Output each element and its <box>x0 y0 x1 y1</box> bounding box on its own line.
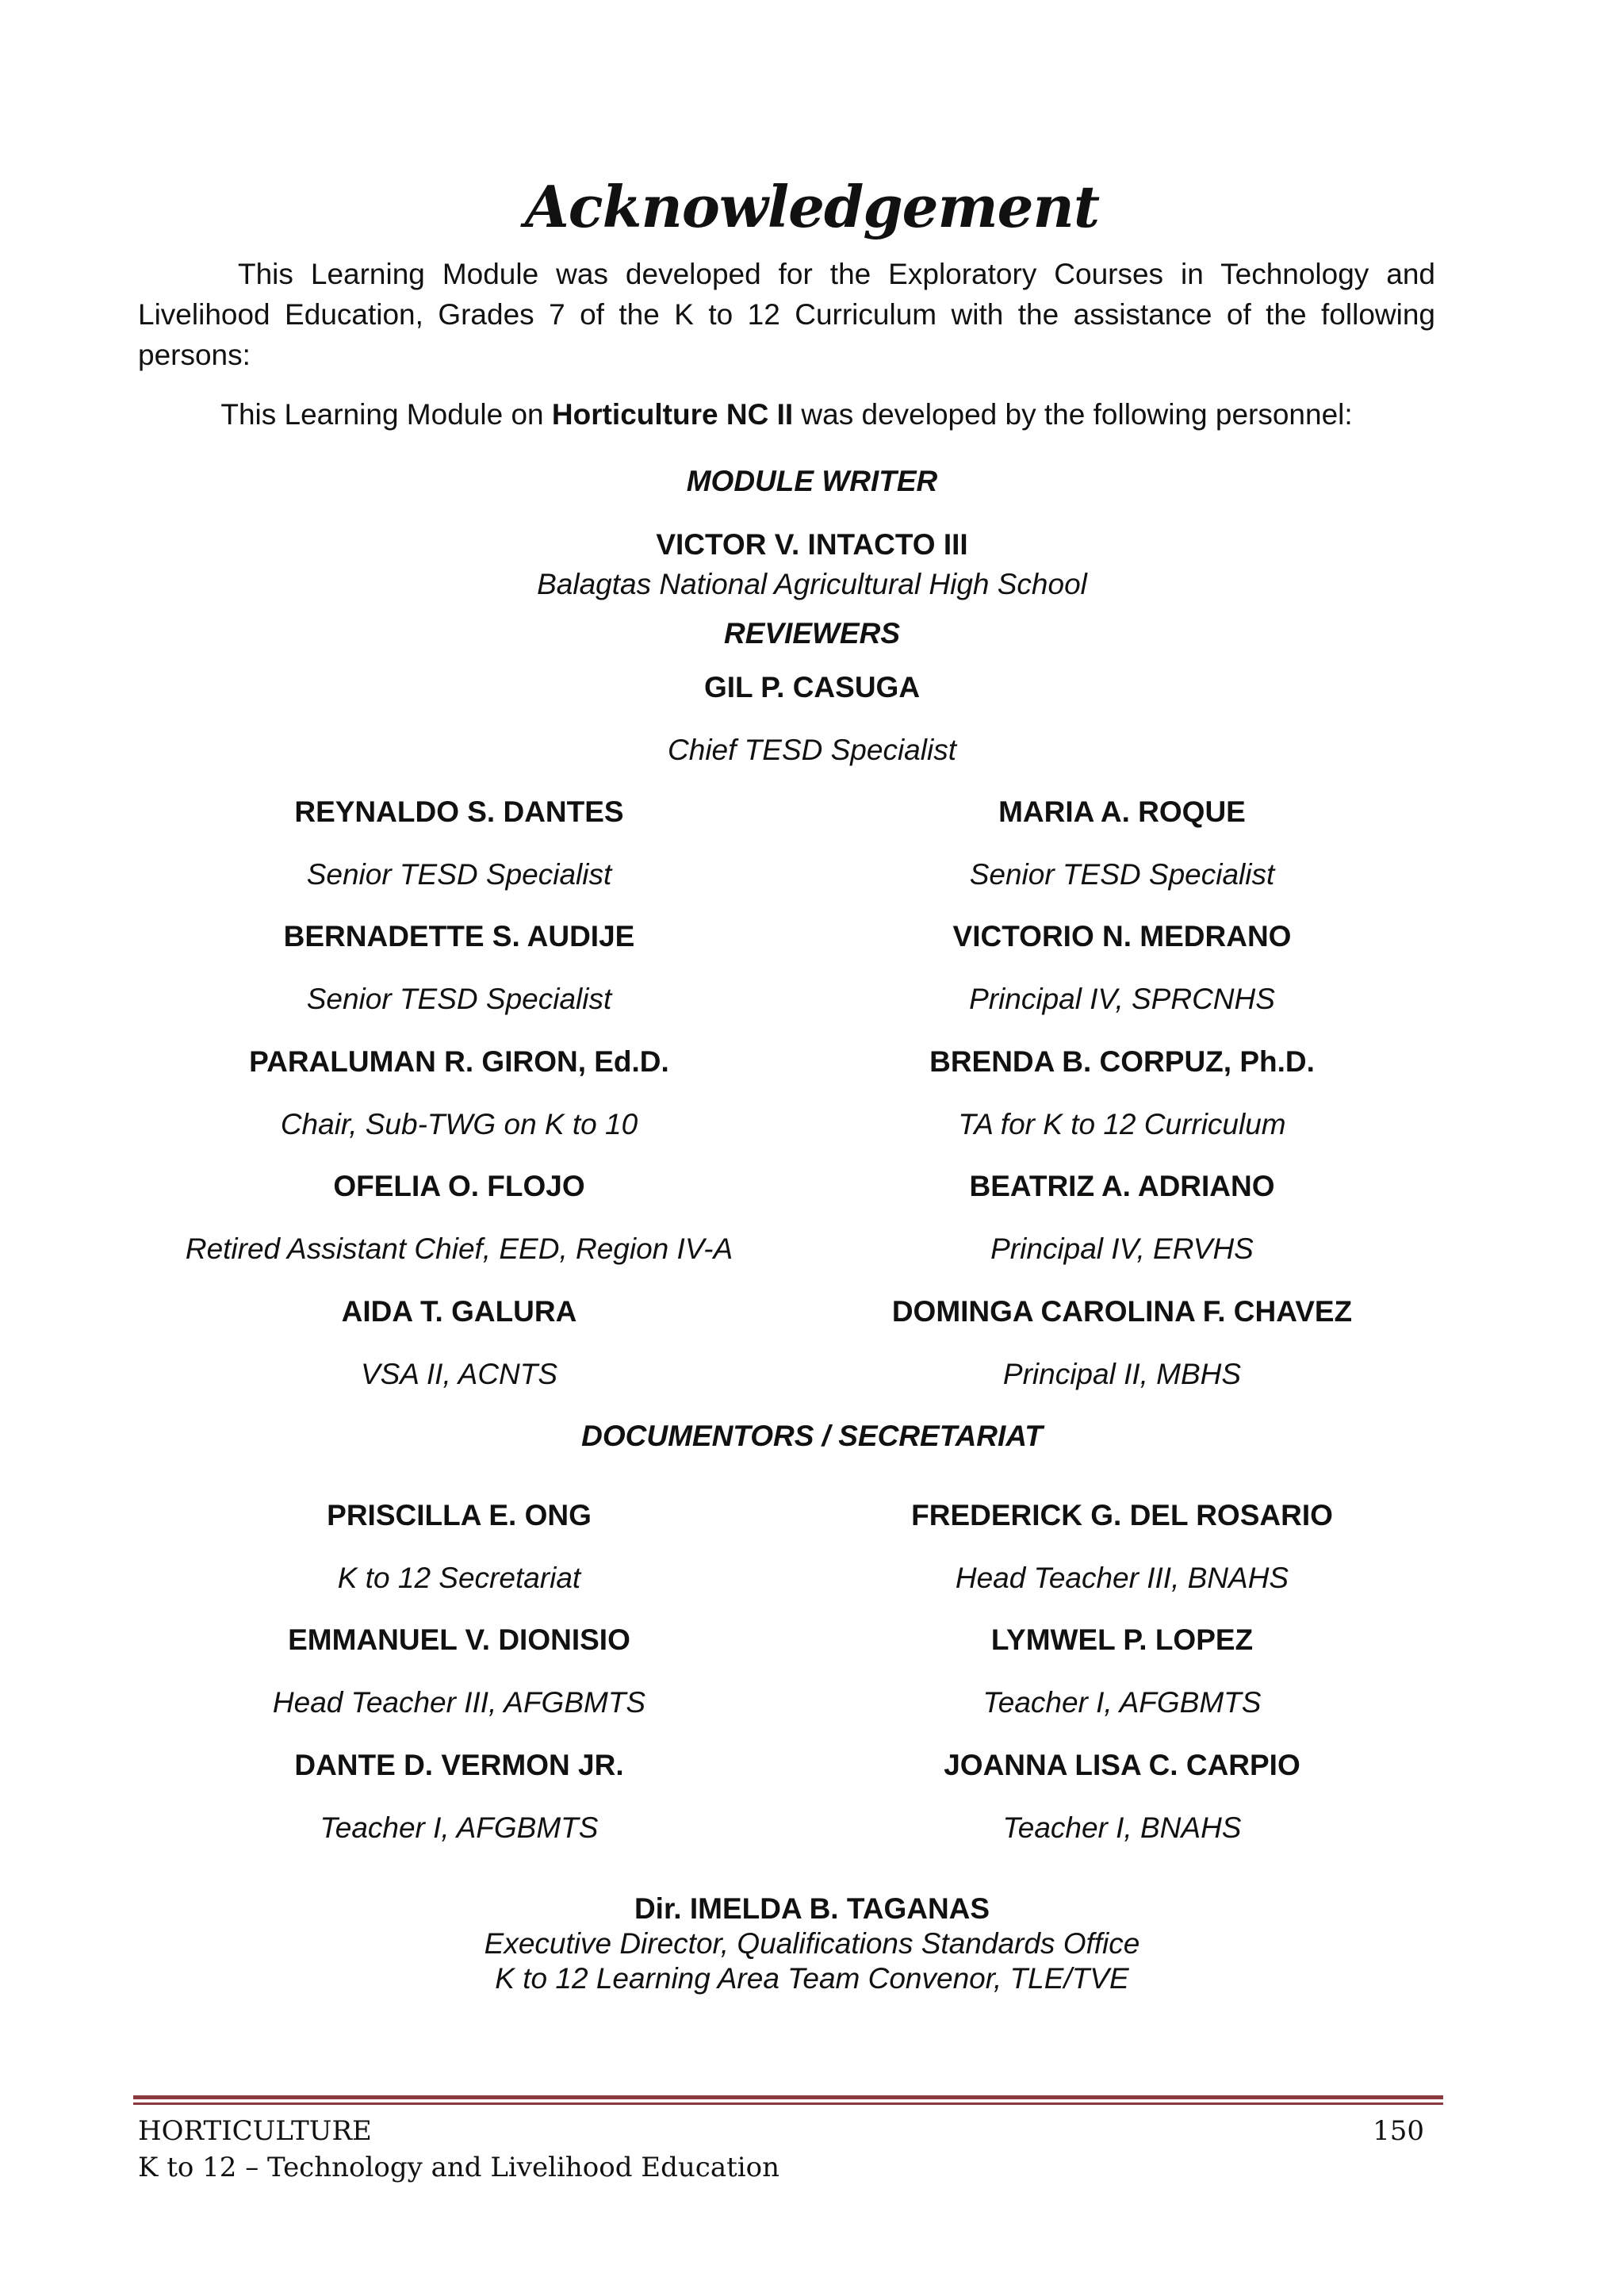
reviewer-role: Chair, Sub-TWG on K to 10 <box>280 1108 638 1140</box>
reviewer-name: PARALUMAN R. GIRON, Ed.D. <box>249 1045 669 1078</box>
module-writer-name: VICTOR V. INTACTO III <box>656 528 968 561</box>
reviewer-name: VICTORIO N. MEDRANO <box>952 920 1292 953</box>
reviewer-role: Principal II, MBHS <box>1002 1358 1242 1390</box>
intro-line <box>138 398 1435 431</box>
documentor-name: JOANNA LISA C. CARPIO <box>944 1749 1300 1781</box>
director-role-1: Executive Director, Qualifications Standards Office <box>484 1927 1140 1960</box>
reviewers-heading: REVIEWERS <box>723 617 901 650</box>
documentor-role: K to 12 Secretariat <box>337 1562 581 1594</box>
documentor-role: Teacher I, AFGBMTS <box>982 1686 1262 1719</box>
reviewer-name: BRENDA B. CORPUZ, Ph.D. <box>929 1045 1315 1078</box>
module-writer-role: Balagtas National Agricultural High School <box>537 568 1087 600</box>
documentor-role: Teacher I, AFGBMTS <box>320 1811 599 1844</box>
intro-suffix: was developed by the following personnel: <box>793 398 1353 431</box>
footer-rule-thick <box>133 2095 1443 2099</box>
intro-prefix: This Learning Module on <box>220 398 552 431</box>
reviewer-role: TA for K to 12 Curriculum <box>958 1108 1286 1140</box>
intro-subject: Horticulture NC II <box>551 398 794 431</box>
reviewer-role: Senior TESD Specialist <box>306 983 612 1015</box>
director-name: Dir. IMELDA B. TAGANAS <box>634 1892 990 1925</box>
intro-paragraph: This Learning Module was developed for the Exploratory Courses in Technology and Livelihood Education, Grades 7 of the K to 12 Curriculum with the assistance of the following persons: <box>138 258 1435 371</box>
reviewer-role: Principal IV, SPRCNHS <box>969 983 1275 1015</box>
documentor-name: LYMWEL P. LOPEZ <box>990 1623 1254 1656</box>
documentor-name: PRISCILLA E. ONG <box>327 1499 592 1531</box>
documentor-name: FREDERICK G. DEL ROSARIO <box>911 1499 1333 1531</box>
documentor-name: DANTE D. VERMON JR. <box>294 1749 624 1781</box>
footer-subject: HORTICULTURE <box>138 2115 372 2147</box>
reviewer-name: BEATRIZ A. ADRIANO <box>969 1170 1275 1202</box>
footer-rule-thin <box>133 2102 1443 2105</box>
reviewer-name: BERNADETTE S. AUDIJE <box>283 920 635 953</box>
reviewer-name: OFELIA O. FLOJO <box>333 1170 585 1202</box>
module-writer-heading: MODULE WRITER <box>686 465 938 497</box>
reviewer-role: Retired Assistant Chief, EED, Region IV-A <box>185 1232 733 1265</box>
reviewer-name: MARIA A. ROQUE <box>998 795 1246 828</box>
reviewer-role: Senior TESD Specialist <box>306 858 612 891</box>
director-role-2: K to 12 Learning Area Team Convenor, TLE/TVE <box>495 1962 1129 1995</box>
reviewer-role: VSA II, ACNTS <box>360 1358 558 1390</box>
reviewer-role: Principal IV, ERVHS <box>990 1232 1254 1265</box>
reviewer-name: DOMINGA CAROLINA F. CHAVEZ <box>891 1295 1353 1328</box>
reviewer-name: AIDA T. GALURA <box>341 1295 577 1328</box>
page-title: Acknowledgement <box>524 173 1100 240</box>
documentor-role: Teacher I, BNAHS <box>1002 1811 1242 1844</box>
footer-left <box>138 2113 779 2186</box>
reviewer-lead-name: GIL P. CASUGA <box>703 671 921 703</box>
footer-course: K to 12 – Technology and Livelihood Education <box>138 2152 779 2183</box>
documentor-role: Head Teacher III, BNAHS <box>955 1562 1289 1594</box>
documentor-name: EMMANUEL V. DIONISIO <box>288 1623 630 1656</box>
documentor-role: Head Teacher III, AFGBMTS <box>272 1686 646 1719</box>
reviewer-name: REYNALDO S. DANTES <box>294 795 624 828</box>
reviewer-lead-role: Chief TESD Specialist <box>668 734 956 766</box>
page-number: 150 <box>1373 2115 1424 2147</box>
documentors-heading: DOCUMENTORS / SECRETARIAT <box>581 1420 1043 1452</box>
reviewer-role: Senior TESD Specialist <box>969 858 1275 891</box>
